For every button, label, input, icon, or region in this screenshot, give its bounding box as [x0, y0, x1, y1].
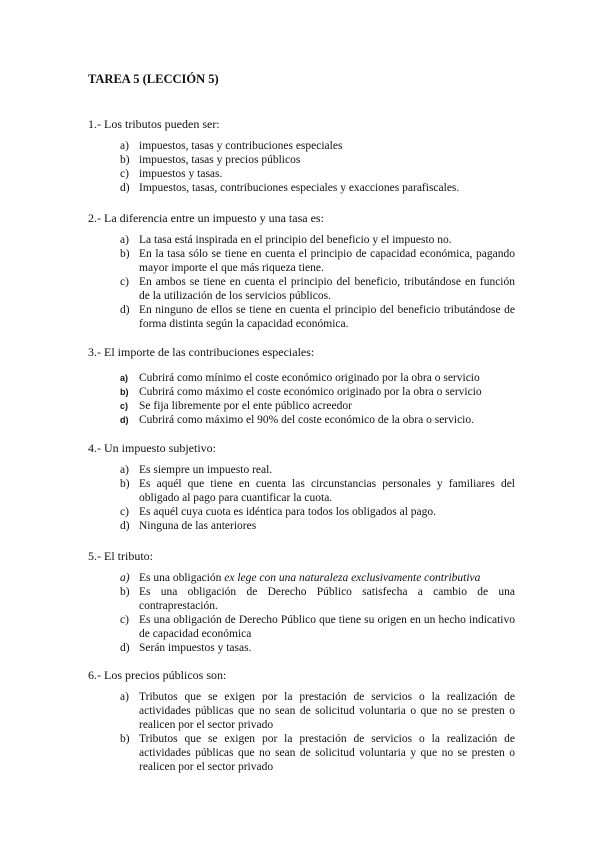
question-3-options [120, 371, 515, 427]
option-text: En la tasa sólo se tiene en cuenta el principio de capacidad económica, pagando mayor importe el que más riqueza tiene. [139, 248, 515, 274]
option-text: La tasa está inspirada en el principio del beneficio y el impuesto no. [139, 234, 452, 246]
option-text: impuestos y tasas. [139, 168, 223, 180]
question-5-option-d [120, 641, 515, 655]
option-text: impuestos, tasas y contribuciones especiales [139, 140, 343, 152]
option-label: b) [120, 248, 130, 260]
question-3-option-c [120, 399, 515, 413]
question-6-options [120, 690, 515, 774]
option-label: a) [120, 234, 129, 246]
option-text: Cubrirá como mínimo el coste económico originado por la obra o servicio [139, 372, 480, 384]
option-label: b) [120, 154, 130, 166]
option-label: b) [120, 733, 130, 745]
question-6-option-b [120, 732, 515, 774]
question-6-option-a [120, 690, 515, 732]
option-text: Es una obligación [139, 572, 225, 584]
option-text: impuestos, tasas y precios públicos [139, 154, 301, 166]
option-label: a) [120, 691, 129, 703]
question-5-prompt: 5.- El tributo: [88, 549, 153, 563]
option-label: d) [120, 182, 130, 194]
option-text: Se fija libremente por el ente público acreedor [139, 400, 352, 412]
option-label: c) [120, 276, 129, 288]
option-label: c) [120, 168, 129, 180]
question-5-option-a [120, 571, 515, 585]
question-2-option-b [120, 247, 515, 275]
option-label: b) [120, 387, 129, 397]
option-text: En ninguno de ellos se tiene en cuenta el principio del beneficio tributándose de forma distinta según la capacidad económica. [139, 304, 515, 330]
option-text: Serán impuestos y tasas. [139, 642, 252, 654]
option-label: a) [120, 140, 129, 152]
option-label: d) [120, 520, 130, 532]
option-text-italic: ex lege con una naturaleza exclusivamente contributiva [224, 572, 481, 584]
question-1-option-b [120, 153, 515, 167]
option-label: a) [120, 464, 129, 476]
question-4-option-c [120, 505, 515, 519]
question-2-options [120, 233, 515, 331]
option-label: d) [120, 415, 129, 425]
option-label: d) [120, 642, 130, 654]
question-1-options [120, 139, 515, 195]
question-1-prompt: 1.- Los tributos pueden ser: [88, 117, 220, 131]
question-4-option-a [120, 463, 515, 477]
question-4-option-b [120, 477, 515, 505]
question-2-option-a [120, 233, 515, 247]
question-5-option-c [120, 613, 515, 641]
option-label: b) [120, 586, 130, 598]
option-label: c) [120, 401, 129, 411]
option-label: c) [120, 614, 129, 626]
option-text: Cubrirá como máximo el 90% del coste económico de la obra o servicio. [139, 414, 474, 426]
option-text: Tributos que se exigen por la prestación de servicios o la realización de actividades públicas que no sean de solicitud voluntaria o que no se presten o realicen por el sector privado [139, 691, 515, 731]
option-text: Es siempre un impuesto real. [139, 464, 273, 476]
option-text: Ninguna de las anteriores [139, 520, 257, 532]
option-text: Es una obligación de Derecho Público satisfecha a cambio de una contraprestación. [139, 586, 515, 612]
question-2-option-d [120, 303, 515, 331]
question-1-option-a [120, 139, 515, 153]
option-label: d) [120, 304, 130, 316]
question-3-option-a [120, 371, 515, 385]
option-text: Es una obligación de Derecho Público que tiene su origen en un hecho indicativo de capacidad económica [139, 614, 515, 640]
option-label: b) [120, 478, 130, 490]
option-label: a) [120, 572, 130, 584]
question-1-option-c [120, 167, 515, 181]
question-5-option-b [120, 585, 515, 613]
question-5-options [120, 571, 515, 655]
option-text: Tributos que se exigen por la prestación de servicios o la realización de actividades públicas que no sean de solicitud voluntaria y que no se presten o realicen por el sector privado [139, 733, 515, 773]
option-text: Es aquél que tiene en cuenta las circunstancias personales y familiares del obligado al pago para cuantificar la cuota. [139, 478, 515, 504]
question-2-option-c [120, 275, 515, 303]
option-label: a) [120, 373, 129, 383]
option-text: Impuestos, tasas, contribuciones especiales y exacciones parafiscales. [139, 182, 460, 194]
question-4-prompt: 4.- Un impuesto subjetivo: [88, 441, 216, 455]
question-4-option-d [120, 519, 515, 533]
option-text: En ambos se tiene en cuenta el principio del beneficio, tributándose en función de la utilización de los servicios públicos. [139, 276, 515, 302]
question-2-prompt: 2.- La diferencia entre un impuesto y una tasa es: [88, 211, 324, 225]
option-label: c) [120, 506, 129, 518]
question-1-option-d [120, 181, 515, 195]
question-3-option-d [120, 413, 515, 427]
question-6-prompt: 6.- Los precios públicos son: [88, 668, 227, 682]
option-text: Es aquél cuya cuota es idéntica para todos los obligados al pago. [139, 506, 436, 518]
page-title: TAREA 5 (LECCIÓN 5) [88, 72, 219, 86]
question-4-options [120, 463, 515, 533]
question-3-prompt: 3.- El importe de las contribuciones especiales: [88, 345, 315, 359]
option-text: Cubrirá como máximo el coste económico originado por la obra o servicio [139, 386, 482, 398]
question-3-option-b [120, 385, 515, 399]
